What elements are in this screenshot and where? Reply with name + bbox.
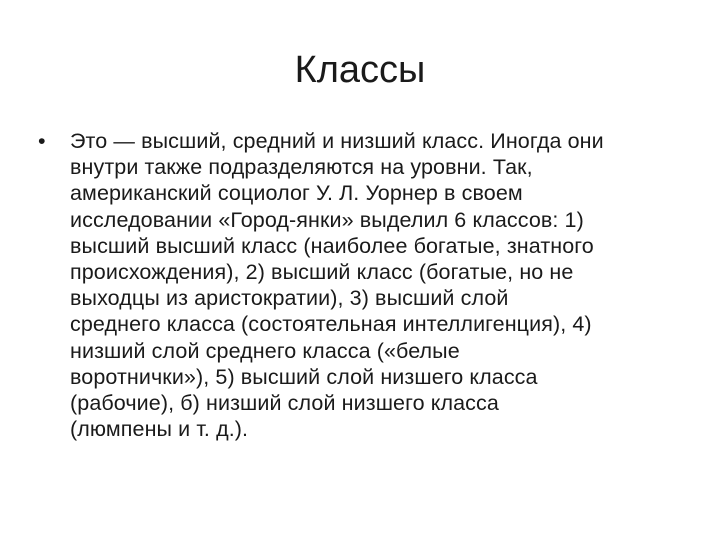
bullet-text-line: внутри также подразделяются на уровни. Так,: [70, 155, 533, 180]
bullet-text-line: среднего класса (состоятельная интеллигенция), 4): [70, 312, 592, 337]
bullet-text-line: Это — высший, средний и низший класс. Иногда они: [70, 129, 604, 153]
bullet-text-line: (рабочие), б) низший слой низшего класса: [70, 391, 499, 416]
bullet-text-line: высший высший класс (наиболее богатые, знатного: [70, 233, 594, 258]
bullet-text-line: выходцы из аристократии), 3) высший слой: [70, 286, 509, 311]
bullet-text-line: исследовании «Город-янки» выделил 6 классов: 1): [70, 207, 584, 232]
bullet-text-line: воротнички»), 5) высший слой низшего класса: [70, 364, 538, 389]
bullet-text-line: низший слой среднего класса («белые: [70, 338, 460, 363]
bullet-text-line: американский социолог У. Л. Уорнер в своем: [70, 181, 523, 206]
slide-title: Классы: [294, 49, 426, 91]
bullet-item: [36, 128, 686, 442]
bullet-text-line: (люмпены и т. д.).: [70, 417, 249, 442]
bullet-marker: •: [38, 129, 46, 153]
bullet-list: [36, 128, 686, 442]
bullet-text-line: происхождения), 2) высший класс (богатые, но не: [70, 260, 574, 285]
